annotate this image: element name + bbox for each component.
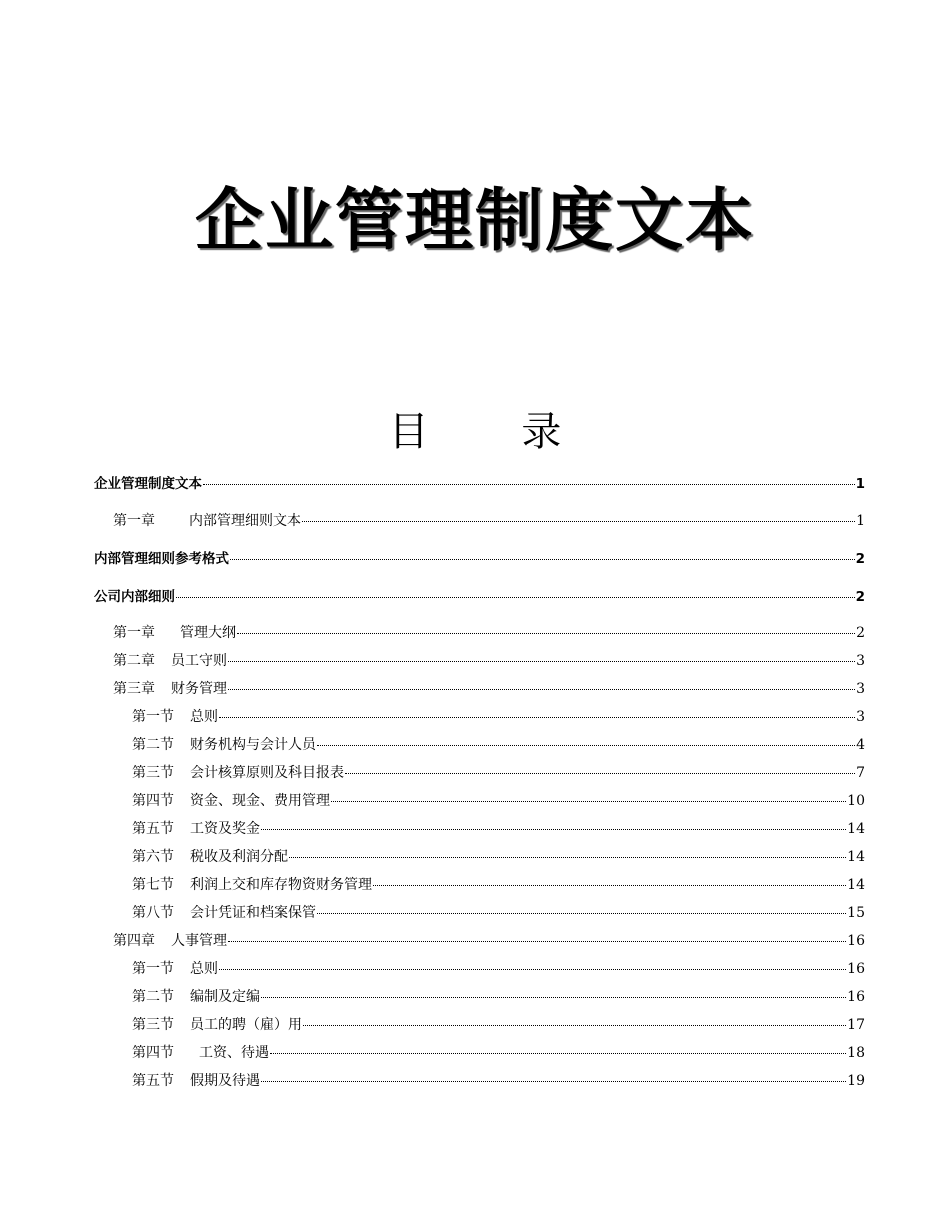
toc-entry[interactable]	[94, 875, 865, 895]
toc-entry[interactable]	[94, 791, 865, 811]
toc-entry[interactable]	[94, 931, 865, 951]
document-title: 企业管理制度文本	[194, 182, 755, 261]
toc-entry-number: 第二章	[113, 653, 155, 669]
toc-page-number: 2	[856, 625, 865, 641]
toc-dot-leader	[219, 969, 846, 970]
toc-entry[interactable]	[94, 903, 865, 923]
toc-page-number: 3	[856, 709, 865, 725]
toc-page-number: 14	[847, 821, 865, 837]
toc-entry[interactable]	[94, 987, 865, 1007]
toc-entry[interactable]	[94, 735, 865, 755]
toc-entry-number: 第二节	[132, 989, 174, 1005]
toc-entry-title: 会计核算原则及科目报表	[190, 765, 344, 781]
toc-entry-title: 税收及利润分配	[190, 849, 288, 865]
toc-page-number: 10	[847, 793, 865, 809]
toc-dot-leader	[228, 689, 855, 690]
toc-entry-number: 第一节	[132, 709, 174, 725]
toc-entry-number: 第一节	[132, 961, 174, 977]
toc-page-number: 3	[856, 681, 865, 697]
toc-entry-number: 第三节	[132, 765, 174, 781]
toc-page-number: 3	[856, 653, 865, 669]
toc-entry-title: 会计凭证和档案保管	[190, 905, 316, 921]
toc-entry[interactable]	[94, 511, 865, 531]
toc-entry-number: 第四章	[113, 933, 155, 949]
toc-entry-number: 第四节	[132, 793, 174, 809]
toc-entry-title: 内部管理细则参考格式	[94, 551, 229, 567]
toc-dot-leader	[317, 913, 846, 914]
toc-entry-number: 第八节	[132, 905, 174, 921]
toc-page-number: 4	[856, 737, 865, 753]
toc-page-number: 16	[847, 989, 865, 1005]
toc-entry[interactable]	[94, 679, 865, 699]
toc-page-number: 19	[847, 1073, 865, 1089]
toc-entry-number: 第五节	[132, 1073, 174, 1089]
toc-entry-title: 人事管理	[171, 933, 227, 949]
toc-entry-title: 企业管理制度文本	[94, 476, 202, 492]
toc-entry-number: 第六节	[132, 849, 174, 865]
toc-dot-leader	[203, 484, 855, 485]
toc-entry-title: 公司内部细则	[94, 589, 175, 605]
toc-page-number: 14	[847, 877, 865, 893]
toc-entry-title: 工资及奖金	[190, 821, 260, 837]
toc-dot-leader	[176, 597, 855, 598]
table-of-contents	[94, 0, 865, 1230]
toc-entry[interactable]	[94, 847, 865, 867]
toc-entry-title: 假期及待遇	[190, 1073, 260, 1089]
toc-entry-title: 员工守则	[171, 653, 227, 669]
toc-dot-leader	[289, 857, 846, 858]
toc-entry-number: 第三章	[113, 681, 155, 697]
toc-page-number: 18	[847, 1045, 865, 1061]
toc-page-number: 2	[855, 589, 865, 605]
toc-dot-leader	[345, 773, 855, 774]
toc-page-number: 1	[855, 476, 865, 492]
toc-entry-number: 第一章	[113, 625, 155, 641]
toc-dot-leader	[228, 661, 855, 662]
toc-page-number: 16	[847, 933, 865, 949]
toc-entry[interactable]	[94, 819, 865, 839]
toc-dot-leader	[230, 559, 855, 560]
toc-dot-leader	[270, 1053, 846, 1054]
toc-entry-title: 管理大纲	[180, 625, 236, 641]
toc-entry-title: 资金、现金、费用管理	[190, 793, 330, 809]
toc-entry-number: 第二节	[132, 737, 174, 753]
toc-page-number: 1	[856, 513, 865, 529]
toc-entry-number: 第一章	[113, 513, 155, 529]
toc-entry-title: 财务机构与会计人员	[190, 737, 316, 753]
toc-dot-leader	[237, 633, 855, 634]
toc-entry-title: 编制及定编	[190, 989, 260, 1005]
toc-page-number: 16	[847, 961, 865, 977]
toc-dot-leader	[261, 997, 846, 998]
toc-entry[interactable]	[94, 623, 865, 643]
toc-dot-leader	[261, 829, 846, 830]
toc-entry-title: 财务管理	[171, 681, 227, 697]
toc-entry[interactable]	[94, 587, 865, 607]
toc-entry-title: 总则	[190, 961, 218, 977]
toc-dot-leader	[317, 745, 855, 746]
toc-entry[interactable]	[94, 651, 865, 671]
toc-entry[interactable]	[94, 707, 865, 727]
toc-dot-leader	[219, 717, 855, 718]
toc-entry-number: 第七节	[132, 877, 174, 893]
toc-dot-leader	[331, 801, 846, 802]
toc-page-number: 14	[847, 849, 865, 865]
toc-entry-number: 第五节	[132, 821, 174, 837]
toc-entry[interactable]	[94, 1043, 865, 1063]
toc-page-number: 2	[855, 551, 865, 567]
toc-entry-title: 员工的聘（雇）用	[190, 1017, 302, 1033]
toc-entry-title: 总则	[190, 709, 218, 725]
toc-dot-leader	[303, 1025, 846, 1026]
toc-heading: 目 录	[388, 409, 602, 455]
toc-entry-title: 内部管理细则文本	[189, 513, 301, 529]
toc-entry[interactable]	[94, 959, 865, 979]
toc-page-number: 7	[856, 765, 865, 781]
toc-entry[interactable]	[94, 763, 865, 783]
toc-page-number: 17	[847, 1017, 865, 1033]
toc-dot-leader	[228, 941, 846, 942]
toc-entry[interactable]	[94, 1071, 865, 1091]
toc-page-number: 15	[847, 905, 865, 921]
toc-entry[interactable]	[94, 474, 865, 494]
toc-dot-leader	[302, 521, 855, 522]
toc-entry[interactable]	[94, 549, 865, 569]
toc-entry-title: 工资、待遇	[199, 1045, 269, 1061]
toc-entry-number: 第三节	[132, 1017, 174, 1033]
toc-entry[interactable]	[94, 1015, 865, 1035]
toc-entry-number: 第四节	[132, 1045, 174, 1061]
toc-entry-title: 利润上交和库存物资财务管理	[190, 877, 372, 893]
toc-dot-leader	[261, 1081, 846, 1082]
toc-dot-leader	[373, 885, 846, 886]
